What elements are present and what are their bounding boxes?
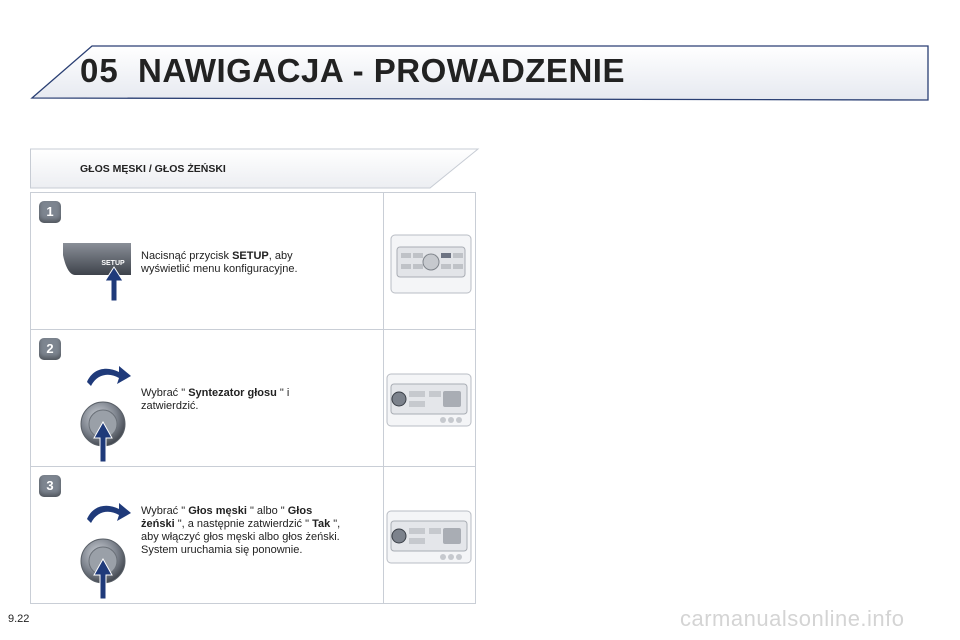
- watermark: carmanualsonline.info: [680, 606, 905, 631]
- step-number-badge: 3: [39, 475, 61, 497]
- step-3-instruction: Wybrać " Głos męski " albo " Głos żeński ", a następnie zatwierdzić " Tak ", aby włączyć głos męski albo głos żeński. System uruchamia się ponownie.: [141, 505, 341, 556]
- radio-panel-knob-thumbnail: [385, 509, 473, 565]
- rotate-arrow-icon: [87, 366, 131, 386]
- rotary-knob-illustration: [73, 360, 137, 466]
- rotate-arrow-icon: [87, 503, 131, 523]
- page-number: 9.22: [8, 613, 30, 625]
- chapter-title: NAWIGACJA - PROWADZENIE: [138, 52, 625, 89]
- radio-panel-setup-thumbnail: [389, 231, 473, 297]
- step-number-badge: 2: [39, 338, 61, 360]
- setup-button-label: SETUP: [101, 260, 125, 267]
- chapter-number: 05: [80, 52, 119, 89]
- step-number-badge: 1: [39, 201, 61, 223]
- step-divider: [383, 330, 384, 466]
- step-3: [31, 467, 475, 604]
- step-2-instruction: Wybrać " Syntezator głosu " i zatwierdzić.: [141, 387, 290, 412]
- radio-panel-knob-thumbnail: [385, 372, 473, 428]
- section-title: GŁOS MĘSKI / GŁOS ŻEŃSKI: [80, 163, 226, 175]
- steps-panel: [30, 192, 476, 604]
- step-1: [31, 193, 475, 330]
- step-2: [31, 330, 475, 467]
- page-header: [0, 0, 960, 110]
- section-heading: [30, 148, 480, 190]
- step-1-instruction: Nacisnąć przycisk SETUP, aby wyświetlić menu konfiguracyjne.: [141, 250, 298, 275]
- step-divider: [383, 193, 384, 329]
- step-divider: [383, 467, 384, 604]
- rotary-knob-illustration: [73, 497, 137, 603]
- setup-button-illustration: [63, 239, 143, 305]
